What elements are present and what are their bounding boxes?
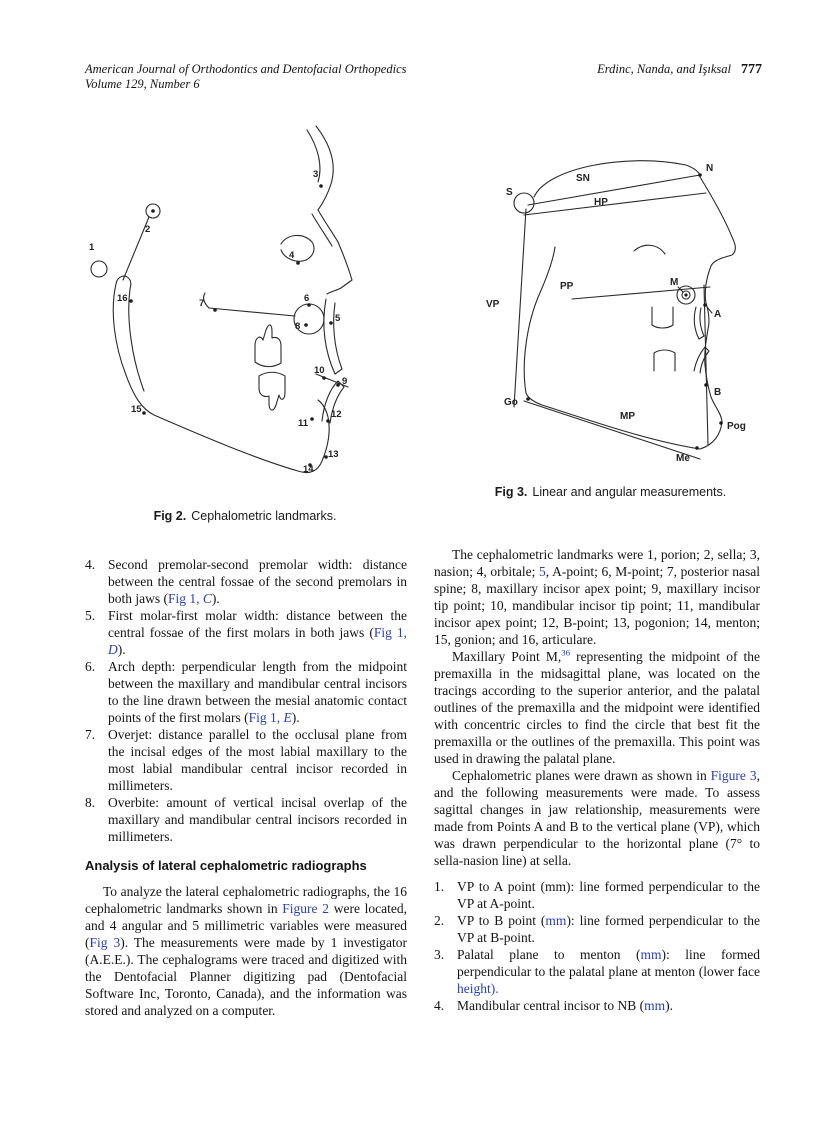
list-number: 4. bbox=[434, 998, 445, 1013]
text-segment: ). bbox=[665, 998, 673, 1013]
fig3-label-palatal-plane: PP bbox=[560, 281, 574, 292]
text-segment: Overjet: distance parallel to the occlusal plane from the incisal edges of the most labial maxillary to the most labial mandibular central incisor recorded in millimeters. bbox=[108, 727, 407, 793]
cross-ref-link[interactable]: Figure 2 bbox=[282, 901, 329, 916]
fig3-caption bbox=[438, 485, 783, 499]
cross-ref-link[interactable]: Fig 1, bbox=[248, 710, 284, 725]
list-number: 8. bbox=[85, 795, 96, 810]
cross-ref-link[interactable]: mm bbox=[640, 947, 662, 962]
list-number: 4. bbox=[85, 557, 96, 572]
fig3-caption-label: Fig 3. bbox=[494, 485, 528, 499]
fig3-label-sn-line: SN bbox=[576, 173, 590, 184]
fig3-label-a-point: A bbox=[714, 309, 722, 320]
fig2-caption-text: Cephalometric landmarks. bbox=[191, 509, 337, 523]
list-item-5 bbox=[85, 607, 407, 658]
fig2-landmark-label: 3 bbox=[313, 169, 319, 180]
list-number: 6. bbox=[85, 659, 96, 674]
list-text bbox=[108, 607, 407, 658]
cross-ref-link[interactable]: height). bbox=[457, 981, 499, 996]
cross-ref-link[interactable]: mm bbox=[644, 998, 666, 1013]
fig2-landmark-label: 7 bbox=[199, 298, 205, 309]
fig3-measurements-tracing bbox=[438, 155, 783, 473]
text-segment: To analyze the lateral cephalometric radiographs, the 16 cephalometric landmarks shown in bbox=[85, 884, 407, 916]
text-segment: ). bbox=[117, 642, 126, 657]
text-segment: Maxillary Point M, bbox=[452, 649, 562, 664]
fig2-caption-label: Fig 2. bbox=[153, 509, 187, 523]
list-text bbox=[108, 658, 407, 726]
measurement-item-3 bbox=[434, 946, 760, 997]
fig2-landmark-label: 1 bbox=[89, 242, 95, 253]
running-head bbox=[597, 62, 762, 78]
text-segment: Mandibular central incisor to NB ( bbox=[457, 998, 645, 1013]
text-segment: ): line formed perpendicular to the VP at B-point. bbox=[457, 913, 760, 945]
fig2-landmark-labels bbox=[89, 169, 347, 475]
fig2-landmark-label: 2 bbox=[145, 224, 151, 235]
fig3-point-dots bbox=[526, 173, 723, 450]
fig3-label-nasion: N bbox=[706, 163, 714, 174]
text-segment: , A-point; 6, M-point; 7, posterior nasal spine; 8, maxillary incisor apex point; 9, maxillary incisor tip point; 10, mandibular incisor tip point; 11, mandibular incisor apex point; 12, B-point; 13, pogonion; 14, menton; 15, gonion; and 16, articulare. bbox=[434, 564, 761, 647]
measurement-item-2 bbox=[434, 912, 760, 946]
list-text bbox=[108, 556, 407, 607]
journal-header bbox=[85, 62, 407, 92]
figure-3 bbox=[438, 155, 783, 499]
fig2-cephalometric-tracing bbox=[85, 122, 405, 497]
cross-ref-link[interactable]: D bbox=[108, 642, 118, 657]
authors: Erdinc, Nanda, and Işıksal bbox=[597, 62, 731, 76]
text-segment: Arch depth: perpendicular length from the midpoint between the maxillary and mandibular central incisors to the line drawn between the mesial anatomic contact points of the first molars ( bbox=[108, 659, 407, 725]
text-segment: representing the midpoint of the premaxilla in the midsagittal plane, was located on the tracings according to the superior anterior, and the palatal outlines of the premaxilla and the midpoint were identified with concentric circles to find the circle that best fit the premaxilla or the outlines of the premaxilla. This point was used in drawing the palatal plane. bbox=[434, 649, 761, 766]
fig2-caption bbox=[85, 509, 405, 523]
text-segment: Cephalometric planes were drawn as shown in bbox=[452, 768, 711, 783]
fig2-landmark-label: 15 bbox=[131, 404, 142, 415]
text-segment: Overbite: amount of vertical incisal overlap of the maxillary and mandibular central incisors recorded in millimeters. bbox=[108, 795, 407, 844]
measurements-list bbox=[434, 878, 760, 1014]
planes-paragraph bbox=[434, 767, 760, 869]
list-text bbox=[457, 878, 760, 912]
cross-ref-link[interactable]: Figure 3 bbox=[710, 768, 757, 783]
list-number: 3. bbox=[434, 947, 445, 962]
list-number: 1. bbox=[434, 879, 445, 894]
fig2-landmark-label: 14 bbox=[303, 464, 314, 475]
cross-ref-link[interactable]: mm bbox=[545, 913, 567, 928]
fig2-landmark-label: 10 bbox=[314, 365, 325, 376]
measurement-item-1 bbox=[434, 878, 760, 912]
cross-ref-link[interactable]: E bbox=[283, 710, 292, 725]
text-segment: ): line formed perpendicular to the palatal plane at menton (lower face bbox=[457, 947, 760, 979]
text-segment: Second premolar-second premolar width: distance between the central fossae of the second premolars in both jaws ( bbox=[108, 557, 407, 606]
fig3-label-horizontal-plane: HP bbox=[594, 197, 608, 208]
figure-2 bbox=[85, 122, 405, 523]
fig3-label-m-point: M bbox=[670, 277, 679, 288]
list-text bbox=[457, 912, 760, 946]
fig2-landmark-label: 11 bbox=[298, 418, 309, 429]
point-m-paragraph bbox=[434, 648, 760, 767]
fig2-landmark-label: 4 bbox=[289, 250, 295, 261]
fig2-landmark-label: 8 bbox=[295, 321, 301, 332]
fig2-landmark-label: 5 bbox=[335, 313, 341, 324]
cross-ref-link[interactable]: 36 bbox=[561, 647, 571, 658]
fig3-label-mandibular-plane: MP bbox=[620, 411, 635, 422]
text-segment: The cephalometric landmarks were 1, porion; 2, sella; 3, nasion; 4, orbitale; bbox=[434, 547, 760, 579]
cross-ref-link[interactable]: 5 bbox=[539, 564, 546, 579]
cross-ref-link[interactable]: Fig 1, bbox=[373, 625, 407, 640]
list-item-7 bbox=[85, 726, 407, 794]
list-item-6 bbox=[85, 658, 407, 726]
text-segment: Palatal plane to menton ( bbox=[457, 947, 641, 962]
section-heading: Analysis of lateral cephalometric radiographs bbox=[85, 858, 367, 873]
list-number: 7. bbox=[85, 727, 96, 742]
right-column bbox=[434, 546, 760, 1014]
list-text bbox=[108, 794, 407, 845]
text-segment: VP to A point (mm): line formed perpendicular to the VP at A-point. bbox=[457, 879, 760, 911]
left-column bbox=[85, 556, 407, 1019]
landmarks-paragraph bbox=[434, 546, 760, 648]
text-segment: , and the following measurements were made. To assess sagittal changes in jaw relationship, measurements were made from Points A and B to the vertical plane (VP), which was drawn perpendicular to the horizontal plane (7° to sella-nasion line) at sella. bbox=[434, 768, 760, 868]
list-item-4 bbox=[85, 556, 407, 607]
cross-ref-link[interactable]: Fig 1, bbox=[168, 591, 203, 606]
list-text bbox=[108, 726, 407, 794]
fig2-landmark-label: 16 bbox=[117, 293, 128, 304]
fig3-label-b-point: B bbox=[714, 387, 722, 398]
text-segment: ). bbox=[211, 591, 220, 606]
text-segment: First molar-first molar width: distance between the central fossae of the first molars in both jaws ( bbox=[108, 608, 407, 640]
page-number: 777 bbox=[741, 62, 762, 77]
list-item-8 bbox=[85, 794, 407, 845]
fig3-label-gonion: Go bbox=[504, 397, 518, 408]
list-number: 5. bbox=[85, 608, 96, 623]
measurement-item-4 bbox=[434, 997, 760, 1014]
journal-title: American Journal of Orthodontics and Dentofacial Orthopedics bbox=[85, 62, 407, 76]
fig2-landmark-dots bbox=[129, 184, 340, 467]
cross-ref-link[interactable]: C bbox=[202, 591, 212, 606]
fig3-label-menton: Me bbox=[676, 453, 690, 464]
fig3-label-vertical-plane: VP bbox=[486, 299, 500, 310]
journal-volume: Volume 129, Number 6 bbox=[85, 77, 200, 91]
text-segment: ). The measurements were made by 1 investigator (A.E.E.). The cephalograms were traced and digitized with the Dentofacial Planner digitizing pad (Dentofacial Software Inc, Toronto, Canada), and the information was stored and analyzed on a computer. bbox=[85, 935, 407, 1018]
fig2-landmark-label: 9 bbox=[342, 376, 348, 387]
text-segment: were located, and 4 angular and 5 millimetric variables were measured ( bbox=[85, 901, 407, 950]
list-text bbox=[457, 997, 760, 1014]
fig3-caption-text: Linear and angular measurements. bbox=[532, 485, 727, 499]
text-segment: VP to B point ( bbox=[457, 913, 546, 928]
cross-ref-link[interactable]: Fig 3 bbox=[89, 935, 121, 950]
text-segment: ). bbox=[291, 710, 300, 725]
fig2-landmark-label: 13 bbox=[328, 449, 339, 460]
list-number: 2. bbox=[434, 913, 445, 928]
fig2-landmark-label: 12 bbox=[331, 409, 342, 420]
fig3-label-pogonion: Pog bbox=[727, 421, 746, 432]
list-text bbox=[457, 946, 760, 997]
fig2-landmark-label: 6 bbox=[304, 293, 310, 304]
fig3-label-sella: S bbox=[506, 187, 513, 198]
analysis-paragraph bbox=[85, 883, 407, 1019]
